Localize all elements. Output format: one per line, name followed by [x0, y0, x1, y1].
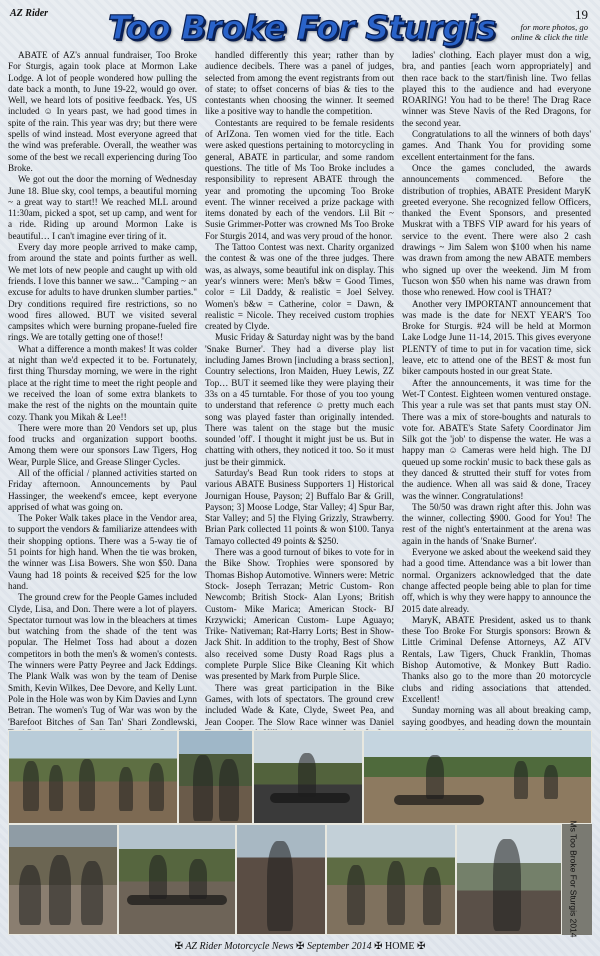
photo-ms-too-broke: [456, 824, 562, 935]
paragraph: Another very IMPORTANT announcement that was made is the date for NEXT YEAR'S Too Broke for Sturgis. #24 will be held at Mormon Lake Lodge June 11-14, 2015. This gives everyone PLENTY of time to put in for vacation time, sick leave, etc to attend one of the BEST & most fun biker campouts hosted in our great State.: [402, 298, 591, 377]
paragraph: ladies' clothing. Each player must don a wig, bra, and panties [each worn appropriately] and then race back to the start/finish line. Two fellas played this to the audience and had everyone ROARING! You had to be there! The Drag Race winner was Steve Navis of the Red Dragons, for the second year.: [402, 50, 591, 128]
text-column-3: [402, 50, 591, 728]
paragraph: The Tattoo Contest was next. Charity organized the contest & was one of the three judges. There was, as always, some beautiful ink on display. This year's winners were: Men's b&w = Good Times, color = Lil Daddy, & realistic = Joel Selvey. Women's b&w = Catherine, color = Dawn, & realistic = Nicole. They received custom trophies created by Clyde.: [205, 242, 394, 332]
paragraph: The Poker Walk takes place in the Vendor area, to support the vendors & familiarize attendees with their shopping options. There was a 5-way tie of 51 points for high hand. When the tie was broken, the winner was Lisa Bowers. She won $50. Dana Vaung had 18 points & received $25 for the low hand.: [8, 513, 197, 591]
publication-name: AZ Rider Motorcycle News: [185, 941, 294, 952]
more-photos-note: for more photos, go online & click the title: [511, 22, 588, 42]
photo-collage: [8, 730, 592, 938]
star-icon: ✠: [296, 941, 305, 952]
photo-couple: [178, 730, 253, 824]
star-icon: ✠: [417, 941, 426, 952]
article-title[interactable]: Too Broke For Sturgis: [108, 8, 496, 47]
paragraph: ABATE of AZ's annual fundraiser, Too Broke For Sturgis, again took place at Mormon Lake Lodge. A lot of people wondered how pulling the date back a month, to June 19-22, would go over. Well, we heard lots of positive feedback. Yes, US included ☺ In years past, we had good times in spite of the rain. This year was dry; but there were spells of wind instead. Most everyone agreed that the wind was preferable. Overall, the weather was some of the best we recall experiencing during Too Broke.: [8, 50, 197, 173]
issue-date: September 2014: [306, 941, 372, 952]
paragraph: Once the games concluded, the awards announcements commenced. Before the distribution of trophies, ABATE President MaryK greeted everyone. She recognized fellow Officers, thanked the Event Sponsors, and presented Muskrat with a TBFS VIP award for his years of service to the event. There were also 2 cash drawings ~ Jim Salem won $100 when his name was drawn from among the new ABATE members who signed up over the weekend. Jim M from Tucson won $50 when his name was drawn from those who renewed. How cool is THAT?: [402, 162, 591, 298]
paragraph: Everyone we asked about the weekend said they had a good time. Attendance was a bit lower than normal. Organizers acknowledged that the date change affected people being able to plan for time off, which is why they were happy to announce the 2015 date already.: [402, 547, 591, 614]
photo-bikes-lineup: [118, 824, 236, 935]
photo-people-games: [8, 730, 178, 824]
text-column-1: [8, 50, 197, 728]
section-label: AZ Rider: [10, 8, 49, 19]
page-header: [0, 0, 600, 52]
paragraph: There was a good turnout of bikes to vote for in the Bike Show. Trophies were sponsored by Thomas Bishop Automotive. Winners were: Metric Stock- Joseph Terrazan; Metric Custom- Ron Newcomb; British Stock- Alan Lyons; British Custom- Mike Marica; American Stock- BJ Krzywicki; American Custom- Lupe Aguayo; Trike- Nativeman; Rat-Harry Lorts; Best in Show- Jack Shit. In addition to the trophy, Best of Show also received some Dusty Road Rags plus a complete Purple Slice Bike Cleaning Kit which was presented by Mark from Purple Slice.: [205, 547, 394, 682]
paragraph: Saturday's Bead Run took riders to stops at various ABATE Business Supporters 1] Historical Journigan House, Payson; 2] Buffalo Bar & Grill, Payson; 3] Moose Lodge, Star Valley; 4] Spur Bar, Star Valley; and 5] the Flying Grizzly, Strawberry. Brian Park collected 11 points & won $100. Tanya Tamayo collected 49 points & $250.: [205, 467, 394, 546]
star-icon: ✠: [174, 941, 183, 952]
paragraph: MaryK, ABATE President, asked us to thank these Too Broke For Sturgis sponsors: Brown & Little Criminal Defense Attorneys, AZ ATV Rentals, Law Tigers, Chuck Franklin, Thomas Bishop Automotive, & Monkey Butt Radio. Thanks also go to the more than 20 motorcycle clubs and riding associations that attended. Excellent!: [402, 614, 591, 704]
photo-bike-games: [363, 730, 592, 824]
paragraph: What a difference a month makes! It was colder at night than we'd expected it to be. Fortunately, first thing Thursday morning, we were in the right place at the right time to meet the right people and we received the loan of some extra blankets to make the rest of the nights on the mountain quite cozy. Thank you Mikah & Lee!!: [8, 343, 197, 422]
paragraph: After the announcements, it was time for the Wet-T Contest. Eighteen women ventured onstage. This year a rule was set that pants must stay ON. There was a mix of store-boughts and naturals to vote for. ABATE's State Safety Coordinator Jim Silk got the 'job' to dispense the water. He was a happy man ☺ Cameras were held high. The DJ queued up some rockin' music to back these gals as they danced & strutted their stuff for votes from the audience. When all was said & done, Tracey was the winner. Congratulations!: [402, 377, 591, 501]
page-footer: [0, 938, 600, 956]
text-column-2: [205, 50, 394, 728]
paragraph: There were more than 20 Vendors set up, plus food trucks and organization support booths. Among them were our sponsors Law Tigers, Hog Wear, Purple Slice, and Grease Slinger Cycles.: [8, 422, 197, 467]
paragraph: Sunday morning was all about breaking camp, saying goodbyes, and heading down the mountain: [402, 705, 591, 727]
paragraph: Congratulations to all the winners of both days' games. And Thank You for providing some excellent entertainment for the fans.: [402, 129, 591, 162]
paragraph: There was great participation in the Bike Games, with lots of spectators. The ground crew included Wade & Kate, Clyde, Sweet Pea, and Jean Cooper. The Slow Race winner was Daniel: [205, 682, 394, 727]
paragraph: Music Friday & Saturday night was by the band 'Snake Burner'. They had a diverse play list including James Brown [including a brass section], Country selections, Iron Maiden, Huey Lewis, ZZ Top… BUT it seemed like they were playing their 33s on a 45 turntable. For those of you too young to understand that reference ☺ pretty much each song was played faster than originally intended. There was talent on the stage but the music sounded 'off'. I thought it might just be us. But in chatting with others, they noticed it too. So it must just be their gimmick.: [205, 332, 394, 467]
paragraph: We got out the door the morning of Wednesday June 18. Blue sky, cool temps, a beautiful morning ~ a great way to start!! We reached MLL around 11:30am, picked a spot, set up camp, and went for a ride. Riding up around Mormon Lake is beautiful… I can't imagine ever tiring of it.: [8, 174, 197, 241]
paragraph: Contestants are required to be female residents of ArIZona. Ten women vied for the title. Each were asked questions pertaining to motorcycling in general, ABATE in particular, and some random questions. The title of Ms Too Broke includes a responsibility to represent ABATE through the year and promoting the upcoming Too Broke event. The winner received a prize package with items donated by each of the vendors. Lil Bit ~ Susie Grimmer-Potter was crowned Ms Too Broke For Sturgis 2014, and was very proud of the honor.: [205, 117, 394, 241]
photo-woman: [236, 824, 326, 935]
paragraph: The 50/50 was drawn right after this. John was the winner, collecting $900. Good for You! The rest of the night's entertainment at the arena was again in the hands of 'Snake Burner'.: [402, 501, 591, 546]
photo-stage: [326, 824, 456, 935]
article-body: [8, 50, 592, 728]
paragraph: The ground crew for the People Games included Clyde, Lisa, and Don. There were a lot of players. Spectator turnout was low in the bleachers at times but watching from the shade of the tent was popular. The Helmet Toss had about a dozen competitors in both the men's & women's contests. The winners were Patty Peyree and Jack Eddings. The Plank Walk was won by the team of Denise Smith, Kevin Wilkes, Dee Devore, and Kelly Lunt. Pole in the Hole was won by Kim Davies and Lynn Betran. The women's Tug of War was won by the 'Barefoot Bitches of San Tan' Shari Zondlewski,: [8, 592, 197, 727]
paragraph: All of the official / planned activities started on Friday afternoon. Announcements by Paul Hassinger, the weekend's emcee, kept everyone apprised of what was going on.: [8, 467, 197, 512]
photo-motorcycle: [253, 730, 363, 824]
star-icon: ✠: [374, 941, 383, 952]
photo-caption: Ms Too Broke For Sturgis 2014: [568, 820, 579, 938]
paragraph: handled differently this year; rather than by audience decibels. There was a panel of judges, selected from among the event registrants from out of state; to offset concerns of bias & ties to the contestants when choosing the winner. It seemed like a positive way to handle the competition.: [205, 50, 394, 117]
paragraph: Every day more people arrived to make camp, from around the state and points further as well. We met lots of new people and caught up with old friends. I love this banner we saw... "Camping ~ an excuse for adults to have drunken slumber parties." Dry conditions required fire restrictions, so no wood fires allowed. BUT we visited several campsites which were burning propane-fueled fire rings. We are totally getting one of those!!: [8, 242, 197, 343]
photo-crowd: [8, 824, 118, 935]
home-link[interactable]: HOME: [385, 941, 415, 952]
page-number: 19: [575, 7, 588, 22]
